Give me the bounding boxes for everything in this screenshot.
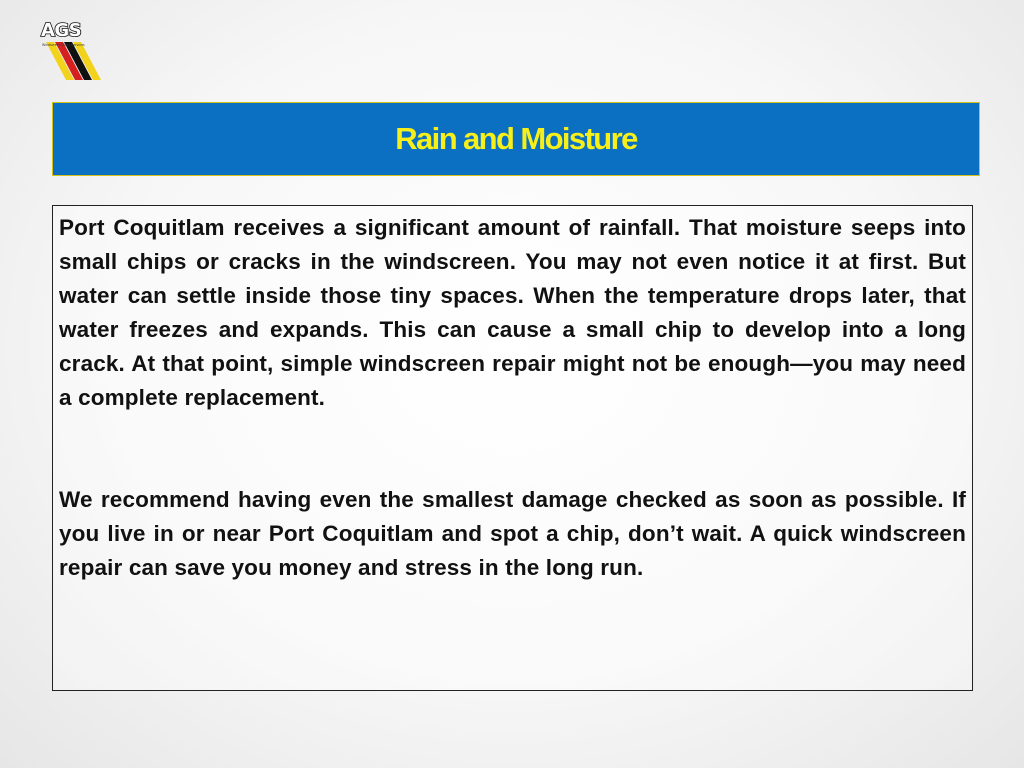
logo-wordmark: AGS bbox=[41, 20, 82, 41]
paragraph-recommendation: We recommend having even the smallest damage checked as soon as possible. If you live in or near Port Coquitlam and spot a chip, don’t wait. A quick windscreen repair can save you money and stress in the long run. bbox=[59, 487, 966, 580]
content-box bbox=[52, 205, 973, 691]
paragraph-spacer bbox=[59, 415, 966, 483]
slide-title: Rain and Moisture bbox=[395, 121, 637, 156]
company-logo bbox=[40, 14, 104, 82]
title-banner bbox=[52, 102, 980, 176]
logo-tagline: Windscreen Glass Services bbox=[42, 43, 85, 47]
ags-logo-icon bbox=[40, 14, 104, 82]
paragraph-rainfall: Port Coquitlam receives a significant amount of rainfall. That moisture seeps into small chips or cracks in the windscreen. You may not even notice it at first. But water can settle inside those tiny spaces. When the temperature drops later, that water freezes and expands. This can cause a small chip to develop into a long crack. At that point, simple windscreen repair might not be enough—you may need a complete replacement. bbox=[59, 215, 966, 410]
